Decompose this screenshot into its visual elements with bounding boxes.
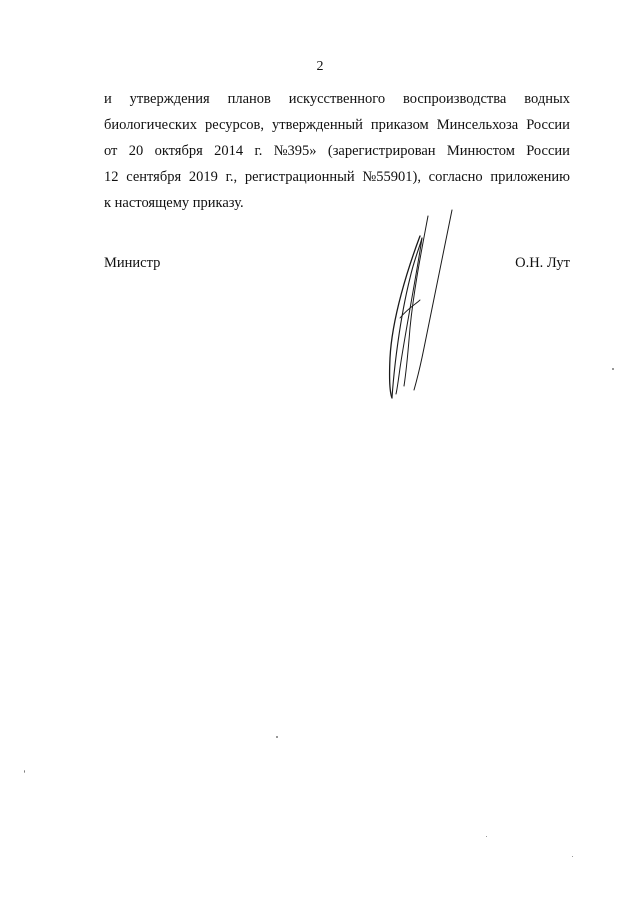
paragraph-line: [104, 138, 570, 164]
handwritten-signature-icon: [370, 208, 470, 408]
paragraph-word: регистрационный: [244, 169, 355, 185]
paragraph-word: октября: [154, 143, 203, 159]
paragraph-word: 12: [104, 169, 119, 185]
page-number: 2: [316, 59, 324, 74]
paragraph-word: утверждения: [129, 91, 210, 107]
paragraph-word: №395»: [273, 143, 317, 159]
paragraph-word: России: [526, 143, 570, 159]
paragraph-line: [104, 86, 570, 112]
scan-speck: [486, 836, 487, 837]
paragraph-word: г.,: [225, 169, 238, 185]
body-paragraph: [104, 86, 570, 216]
paragraph-word: России: [526, 117, 570, 133]
paragraph-word: г.: [254, 143, 263, 159]
scan-speck: [276, 736, 278, 738]
paragraph-word: и: [104, 91, 112, 107]
paragraph-word: согласно: [428, 169, 483, 185]
paragraph-word: приложению: [490, 169, 570, 185]
paragraph-word: приказом: [370, 117, 429, 133]
scan-speck: [612, 368, 614, 370]
paragraph-word: воспроизводства: [402, 91, 507, 107]
paragraph-word: сентября: [126, 169, 182, 185]
paragraph-word: утвержденный: [271, 117, 363, 133]
paragraph-word: 20: [128, 143, 144, 159]
signatory-title: Министр: [104, 255, 161, 271]
paragraph-word: Минюстом: [446, 143, 515, 159]
paragraph-last-line: к настоящему приказу.: [104, 195, 244, 211]
paragraph-word: биологических: [104, 117, 197, 133]
paragraph-word: 2019: [188, 169, 218, 185]
scan-speck: [572, 856, 573, 857]
paragraph-word: 2014: [214, 143, 244, 159]
paragraph-word: №55901),: [362, 169, 421, 185]
paragraph-line: [104, 112, 570, 138]
paragraph-word: от: [104, 143, 118, 159]
paragraph-line: [104, 164, 570, 190]
scan-speck: [24, 770, 25, 773]
paragraph-word: водных: [524, 91, 570, 107]
paragraph-word: планов: [227, 91, 271, 107]
paragraph-word: (зарегистрирован: [327, 143, 436, 159]
paragraph-word: Минсельхоза: [436, 117, 519, 133]
paragraph-word: ресурсов,: [205, 117, 264, 133]
paragraph-word: искусственного: [288, 91, 386, 107]
signatory-name: О.Н. Лут: [515, 255, 570, 271]
